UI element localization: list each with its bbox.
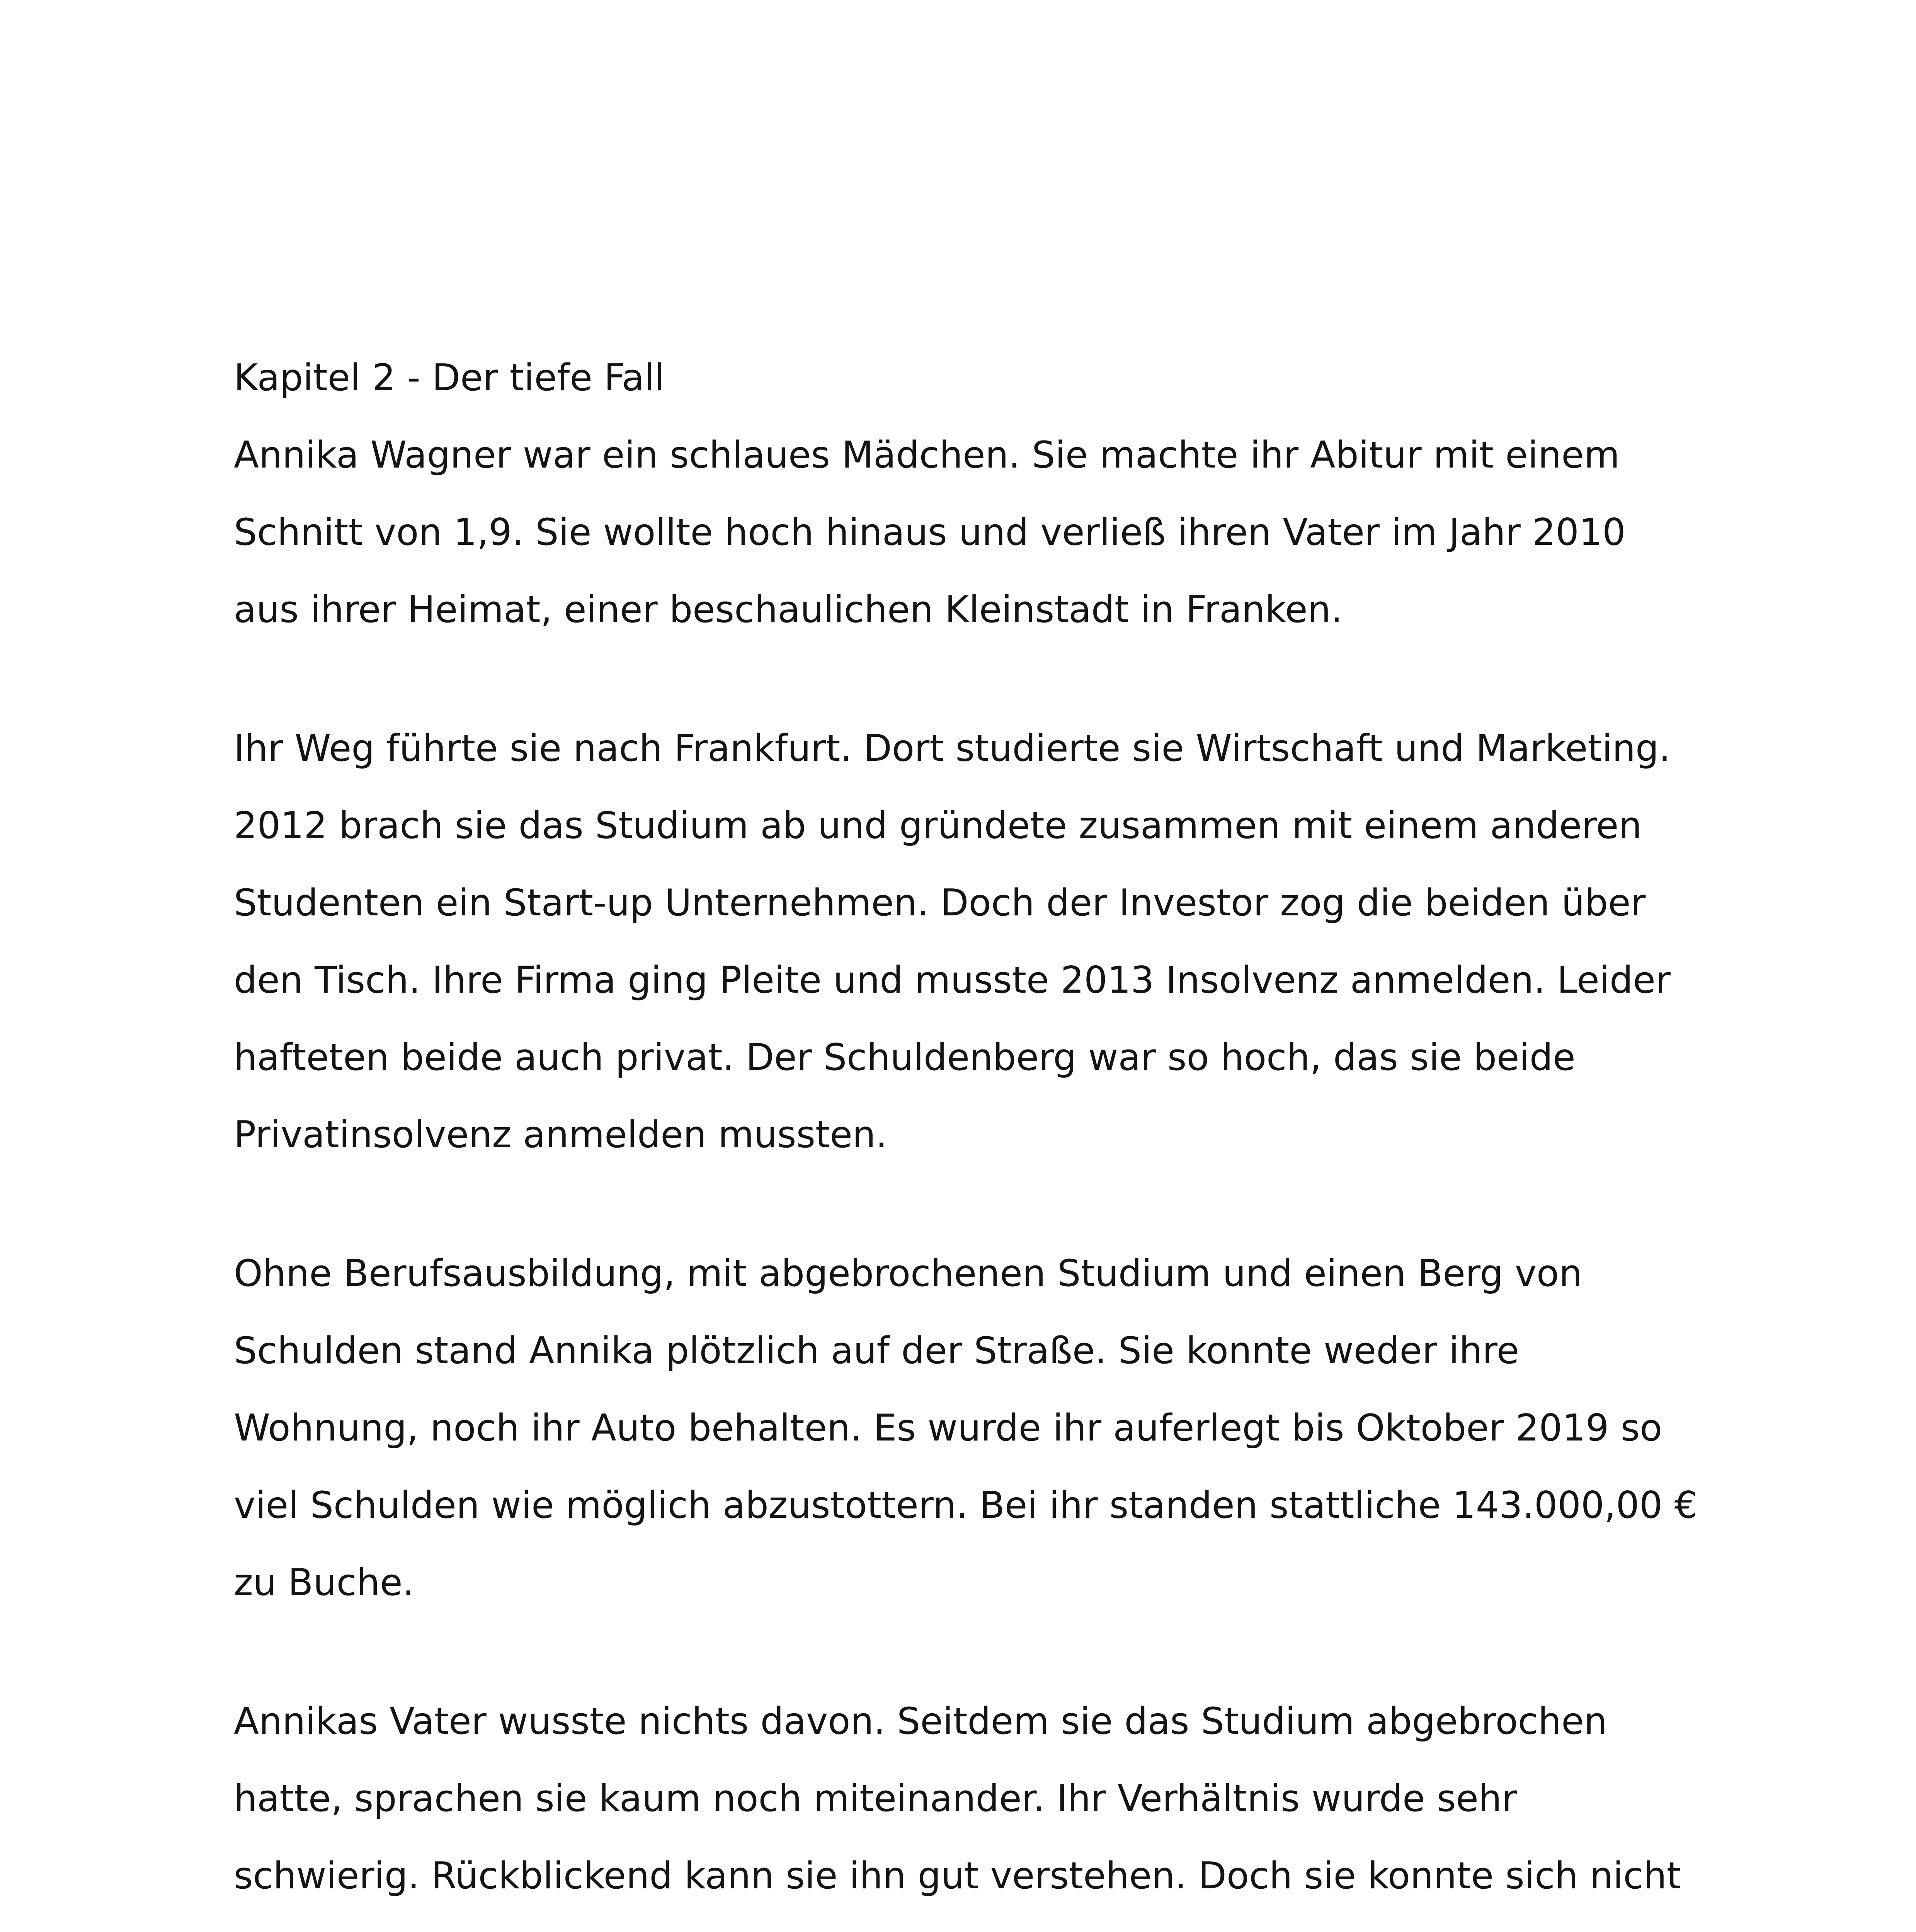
paragraph-line: hafteten beide auch privat. Der Schuldenberg war so hoch, das sie beide: [234, 1036, 1576, 1079]
paragraph-line: Schnitt von 1,9. Sie wollte hoch hinaus und verließ ihren Vater im Jahr 2010: [234, 511, 1626, 554]
paragraph-line: Schulden stand Annika plötzlich auf der Straße. Sie konnte weder ihre: [234, 1330, 1520, 1372]
paragraph-line: hatte, sprachen sie kaum noch miteinander. Ihr Verhältnis wurde sehr: [234, 1777, 1517, 1820]
paragraph-line: [234, 1930, 971, 1932]
paragraph-line: Ohne Berufsausbildung, mit abgebrochenen Studium und einen Berg von: [234, 1252, 1582, 1295]
paragraph-line: zu Buche.: [234, 1561, 414, 1604]
paragraph-line: 2012 brach sie das Studium ab und gründete zusammen mit einem anderen: [234, 804, 1642, 847]
paragraph-line: viel Schulden wie möglich abzustottern. Bei ihr standen stattliche 143.000,00 €: [234, 1484, 1698, 1527]
paragraph-line: Privatinsolvenz anmelden mussten.: [234, 1114, 888, 1156]
paragraph-line: den Tisch. Ihre Firma ging Pleite und musste 2013 Insolvenz anmelden. Leider: [234, 959, 1671, 1002]
chapter-heading: Kapitel 2 - Der tiefe Fall: [234, 357, 665, 399]
paragraph-line: Annikas Vater wusste nichts davon. Seitdem sie das Studium abgebrochen: [234, 1700, 1607, 1743]
paragraph-line: aus ihrer Heimat, einer beschaulichen Kleinstadt in Franken.: [234, 588, 1343, 631]
paragraph-line: schwierig. Rückblickend kann sie ihn gut verstehen. Doch sie konnte sich nicht: [234, 1855, 1681, 1897]
paragraph-line: Ihr Weg führte sie nach Frankfurt. Dort studierte sie Wirtschaft und Marketing.: [234, 727, 1671, 770]
paragraph-line: Annika Wagner war ein schlaues Mädchen. Sie machte ihr Abitur mit einem: [234, 434, 1620, 476]
paragraph-line: Studenten ein Start-up Unternehmen. Doch der Investor zog die beiden über: [234, 882, 1646, 924]
paragraph-line: Wohnung, noch ihr Auto behalten. Es wurde ihr auferlegt bis Oktober 2019 so: [234, 1407, 1662, 1449]
